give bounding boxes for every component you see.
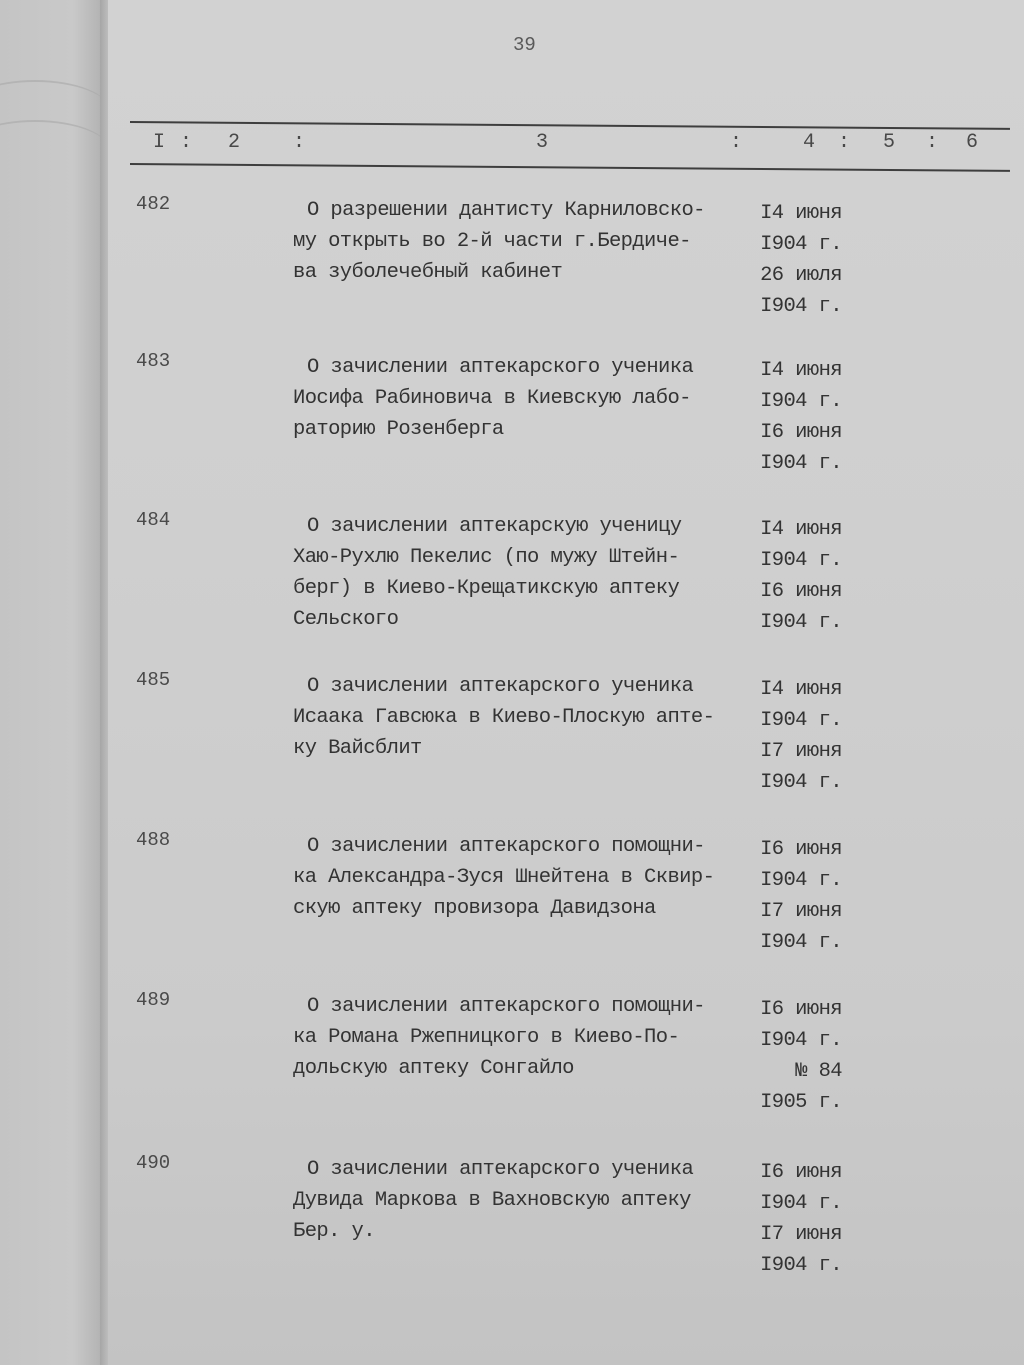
entry-text-line: О зачислении аптекарского помощни- <box>307 995 705 1018</box>
entry-date-line: I904 г. <box>760 233 842 256</box>
entry-text-line: дольскую аптеку Сонгайло <box>293 1057 574 1080</box>
entry-date-line: I904 г. <box>760 1192 842 1215</box>
column-separator: : <box>838 131 851 154</box>
entry-description <box>293 195 753 288</box>
column-header-5: 5 <box>883 131 896 154</box>
entry-text-line: ва зуболечебный кабинет <box>293 261 563 284</box>
column-header-2: 2 <box>228 131 241 154</box>
entry-description <box>293 511 753 635</box>
entry-text-line: Иосифа Рабиновича в Киевскую лабо- <box>293 387 691 410</box>
entry-date-line: I904 г. <box>760 771 842 794</box>
entry-text-line: О зачислении аптекарскую ученицу <box>307 515 682 538</box>
entry-number: 482 <box>136 193 171 215</box>
entry-dates <box>732 674 842 798</box>
entry-text-line: Исаака Гавсюка в Киево-Плоскую апте- <box>293 706 715 729</box>
column-header-6: 6 <box>966 131 979 154</box>
entry-dates <box>732 514 842 638</box>
entry-description <box>293 671 753 764</box>
entry-date-line: I6 июня <box>760 838 842 861</box>
entry-date-line: I904 г. <box>760 709 842 732</box>
entry-number: 489 <box>136 989 171 1011</box>
entry-date-line: I4 июня <box>760 202 842 225</box>
column-separator: : <box>730 131 743 154</box>
entry-date-line: I904 г. <box>760 931 842 954</box>
entry-description <box>293 352 753 445</box>
entry-description <box>293 1154 753 1247</box>
entry-date-line: I904 г. <box>760 452 842 475</box>
entry-date-line: I904 г. <box>760 1029 842 1052</box>
entry-number: 483 <box>136 350 171 372</box>
entry-text-line: раторию Розенберга <box>293 418 504 441</box>
entry-text-line: ка Александра-Зуся Шнейтена в Сквир- <box>293 866 715 889</box>
entry-date-line: № 84 <box>795 1060 842 1083</box>
entry-dates <box>732 198 842 322</box>
column-header-3: 3 <box>536 131 549 154</box>
entry-date-line: I904 г. <box>760 295 842 318</box>
entry-number: 490 <box>136 1152 171 1174</box>
entry-text-line: О зачислении аптекарского ученика <box>307 675 694 698</box>
entry-date-line: I7 июня <box>760 1223 842 1246</box>
entry-date-line: I7 июня <box>760 740 842 763</box>
column-separator: : <box>180 131 193 154</box>
entry-text-line: берг) в Киево-Крещатикскую аптеку <box>293 577 680 600</box>
entry-date-line: I4 июня <box>760 518 842 541</box>
entry-text-line: ка Романа Ржепницкого в Киево-По- <box>293 1026 680 1049</box>
entry-date-line: I6 июня <box>760 1161 842 1184</box>
entry-dates <box>732 834 842 958</box>
entry-date-line: I6 июня <box>760 580 842 603</box>
entry-description <box>293 991 753 1084</box>
page-number: 39 <box>513 34 536 56</box>
entry-text-line: О разрешении дантисту Карниловско- <box>307 199 705 222</box>
column-separator: : <box>293 131 306 154</box>
entry-dates <box>732 355 842 479</box>
entry-text-line: О зачислении аптекарского ученика <box>307 1158 694 1181</box>
entry-dates <box>732 1157 842 1281</box>
entry-date-line: I6 июня <box>760 998 842 1021</box>
entry-text-line: О зачислении аптекарского помощни- <box>307 835 705 858</box>
entry-date-line: I904 г. <box>760 390 842 413</box>
entry-date-line: 26 июля <box>760 264 842 287</box>
entry-date-line: I4 июня <box>760 359 842 382</box>
column-header-1: I <box>153 131 166 154</box>
header-rule-top <box>130 121 1010 130</box>
entry-number: 488 <box>136 829 171 851</box>
column-header-4: 4 <box>803 131 816 154</box>
entry-date-line: I904 г. <box>760 611 842 634</box>
entry-text-line: О зачислении аптекарского ученика <box>307 356 694 379</box>
entry-text-line: Дувида Маркова в Вахновскую аптеку <box>293 1189 691 1212</box>
facing-page-edge <box>0 0 104 1365</box>
header-rule-bottom <box>130 163 1010 172</box>
entry-text-line: Сельского <box>293 608 399 631</box>
entry-date-line: I7 июня <box>760 900 842 923</box>
entry-text-line: Бер. у. <box>293 1220 375 1243</box>
entry-date-line: I905 г. <box>760 1091 842 1114</box>
document-page <box>108 0 1024 1365</box>
entry-date-line: I904 г. <box>760 869 842 892</box>
entry-text-line: му открыть во 2-й части г.Бердиче- <box>293 230 691 253</box>
entry-description <box>293 831 753 924</box>
entry-date-line: I4 июня <box>760 678 842 701</box>
entry-dates <box>732 994 842 1118</box>
entry-date-line: I6 июня <box>760 421 842 444</box>
column-separator: : <box>926 131 939 154</box>
entry-text-line: Хаю-Рухлю Пекелис (по мужу Штейн- <box>293 546 680 569</box>
entry-number: 485 <box>136 669 171 691</box>
entry-text-line: скую аптеку провизора Давидзона <box>293 897 656 920</box>
entry-date-line: I904 г. <box>760 1254 842 1277</box>
entry-number: 484 <box>136 509 171 531</box>
entry-date-line: I904 г. <box>760 549 842 572</box>
entry-text-line: ку Вайсблит <box>293 737 422 760</box>
